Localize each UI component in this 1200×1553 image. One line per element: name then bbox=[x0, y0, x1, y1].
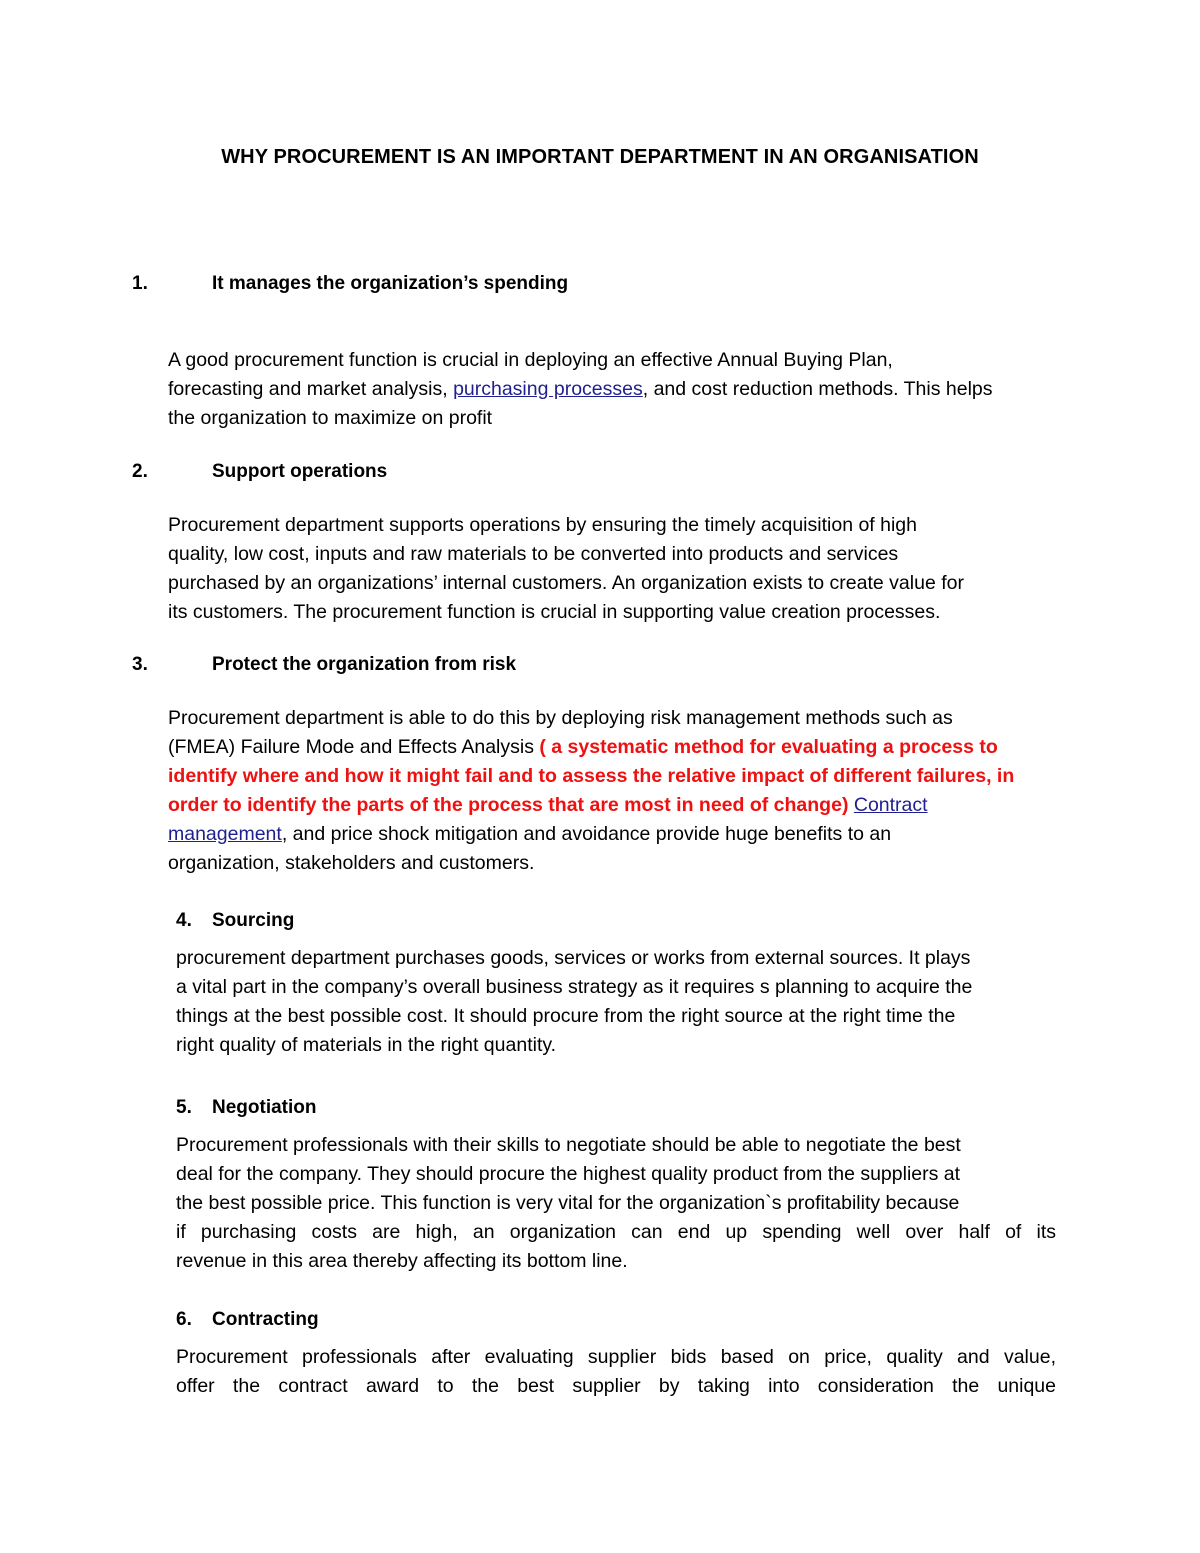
section-4-body bbox=[176, 944, 1056, 1060]
body-line: the organization to maximize on profit bbox=[168, 407, 493, 429]
section-number: 2. bbox=[132, 461, 148, 482]
section-number: 5. bbox=[176, 1097, 192, 1118]
body-line: organization, stakeholders and customers. bbox=[168, 852, 535, 874]
section-title: It manages the organization’s spending bbox=[212, 273, 569, 294]
body-line: things at the best possible cost. It should procure from the right source at the right time the bbox=[176, 1005, 956, 1027]
body-line: the best possible price. This function is very vital for the organization`s profitability because bbox=[176, 1192, 960, 1214]
body-line: A good procurement function is crucial in deploying an effective Annual Buying Plan, bbox=[168, 349, 893, 371]
body-text: , and price shock mitigation and avoidance provide huge benefits to an bbox=[281, 823, 892, 845]
body-line: offer the contract award to the best supplier by taking into consideration the unique bbox=[176, 1375, 1056, 1397]
body-line bbox=[168, 733, 1063, 762]
body-line: procurement department purchases goods, services or works from external sources. It plays bbox=[176, 947, 971, 969]
body-line: a vital part in the company’s overall business strategy as it requires s planning to acquire the bbox=[176, 976, 973, 998]
body-line: purchased by an organizations’ internal customers. An organization exists to create value for bbox=[168, 572, 964, 594]
section-1-body bbox=[168, 346, 1063, 433]
document-title: WHY PROCUREMENT IS AN IMPORTANT DEPARTMENT IN AN ORGANISATION bbox=[221, 146, 979, 168]
purchasing-processes-link[interactable]: purchasing processes bbox=[453, 378, 643, 400]
contract-management-link-cont[interactable]: management bbox=[168, 823, 282, 845]
section-number: 4. bbox=[176, 910, 192, 931]
body-line: Procurement department supports operations by ensuring the timely acquisition of high bbox=[168, 514, 917, 536]
body-line: its customers. The procurement function is crucial in supporting value creation processes. bbox=[168, 601, 941, 623]
body-line bbox=[168, 820, 1063, 849]
section-5-body bbox=[176, 1131, 1056, 1276]
section-title: Support operations bbox=[212, 461, 388, 482]
body-text: (FMEA) Failure Mode and Effects Analysis bbox=[168, 736, 540, 758]
body-line: Procurement professionals with their skills to negotiate should be able to negotiate the best bbox=[176, 1134, 961, 1156]
section-title: Protect the organization from risk bbox=[212, 654, 517, 675]
body-line bbox=[168, 375, 1063, 404]
body-text: , and cost reduction methods. This helps bbox=[642, 378, 993, 400]
body-line: Procurement department is able to do this by deploying risk management methods such as bbox=[168, 707, 953, 729]
section-3-body bbox=[168, 704, 1063, 878]
body-line: quality, low cost, inputs and raw materials to be converted into products and services bbox=[168, 543, 899, 565]
body-line: Procurement professionals after evaluating supplier bids based on price, quality and value, bbox=[176, 1346, 1056, 1368]
body-line: deal for the company. They should procure the highest quality product from the suppliers at bbox=[176, 1163, 961, 1185]
fmea-definition: order to identify the parts of the process that are most in need of change) bbox=[168, 794, 854, 816]
contract-management-link[interactable]: Contract bbox=[853, 794, 928, 816]
section-title: Contracting bbox=[212, 1309, 319, 1330]
section-number: 3. bbox=[132, 654, 148, 675]
section-number: 6. bbox=[176, 1309, 192, 1330]
body-line: revenue in this area thereby affecting its bottom line. bbox=[176, 1250, 628, 1272]
body-text: forecasting and market analysis, bbox=[168, 378, 454, 400]
body-line: right quality of materials in the right quantity. bbox=[176, 1034, 557, 1056]
body-line bbox=[168, 791, 1063, 820]
section-2-body bbox=[168, 511, 1063, 627]
section-title: Sourcing bbox=[212, 910, 295, 931]
fmea-definition-line: identify where and how it might fail and to assess the relative impact of different failures, in bbox=[168, 765, 1015, 787]
section-number: 1. bbox=[132, 273, 148, 294]
section-title: Negotiation bbox=[212, 1097, 317, 1118]
body-line: if purchasing costs are high, an organization can end up spending well over half of its bbox=[176, 1221, 1056, 1243]
fmea-definition: ( a systematic method for evaluating a process to bbox=[539, 736, 998, 758]
section-6-body bbox=[176, 1343, 1056, 1401]
